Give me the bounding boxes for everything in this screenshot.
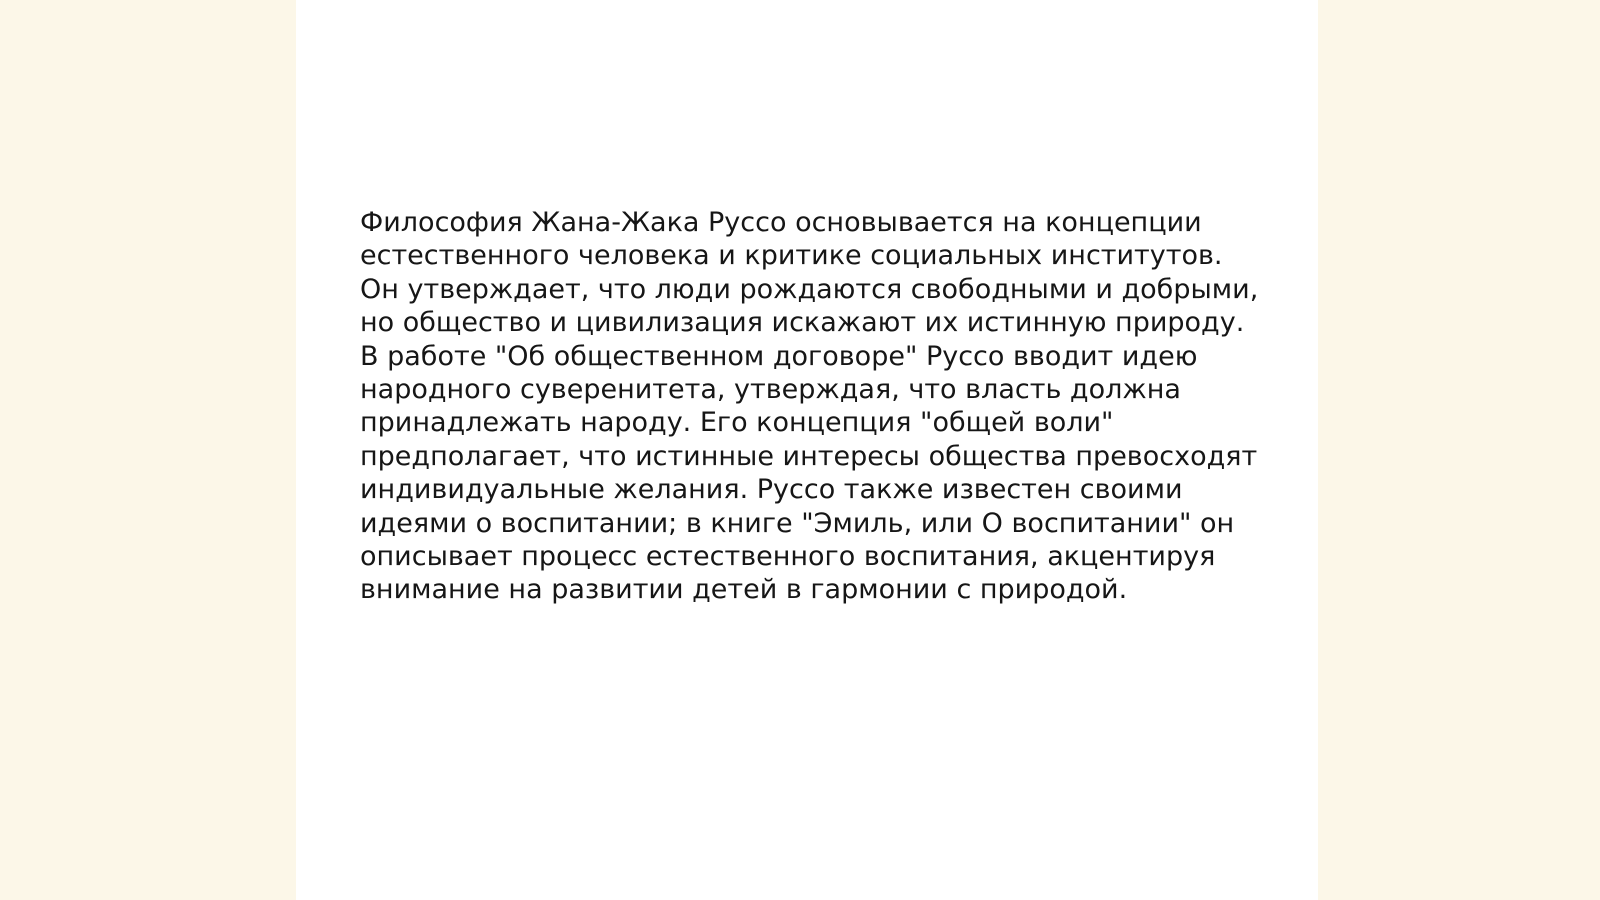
document-page — [296, 0, 1318, 900]
body-paragraph: Философия Жана-Жака Руссо основывается на концепции естественного человека и критике социальных институтов. Он утверждает, что люди рождаются свободными и добрыми, но общество и цивилизация искажают их истинную природу. В работе "Об общественном договоре" Руссо вводит идею народного суверенитета, утверждая, что власть должна принадлежать народу. Его концепция "общей воли" предполагает, что истинные интересы общества превосходят индивидуальные желания. Руссо также известен своими идеями о воспитании; в книге "Эмиль, или О воспитании" он описывает процесс естественного воспитания, акцентируя внимание на развитии детей в гармонии с природой. — [360, 207, 1259, 606]
